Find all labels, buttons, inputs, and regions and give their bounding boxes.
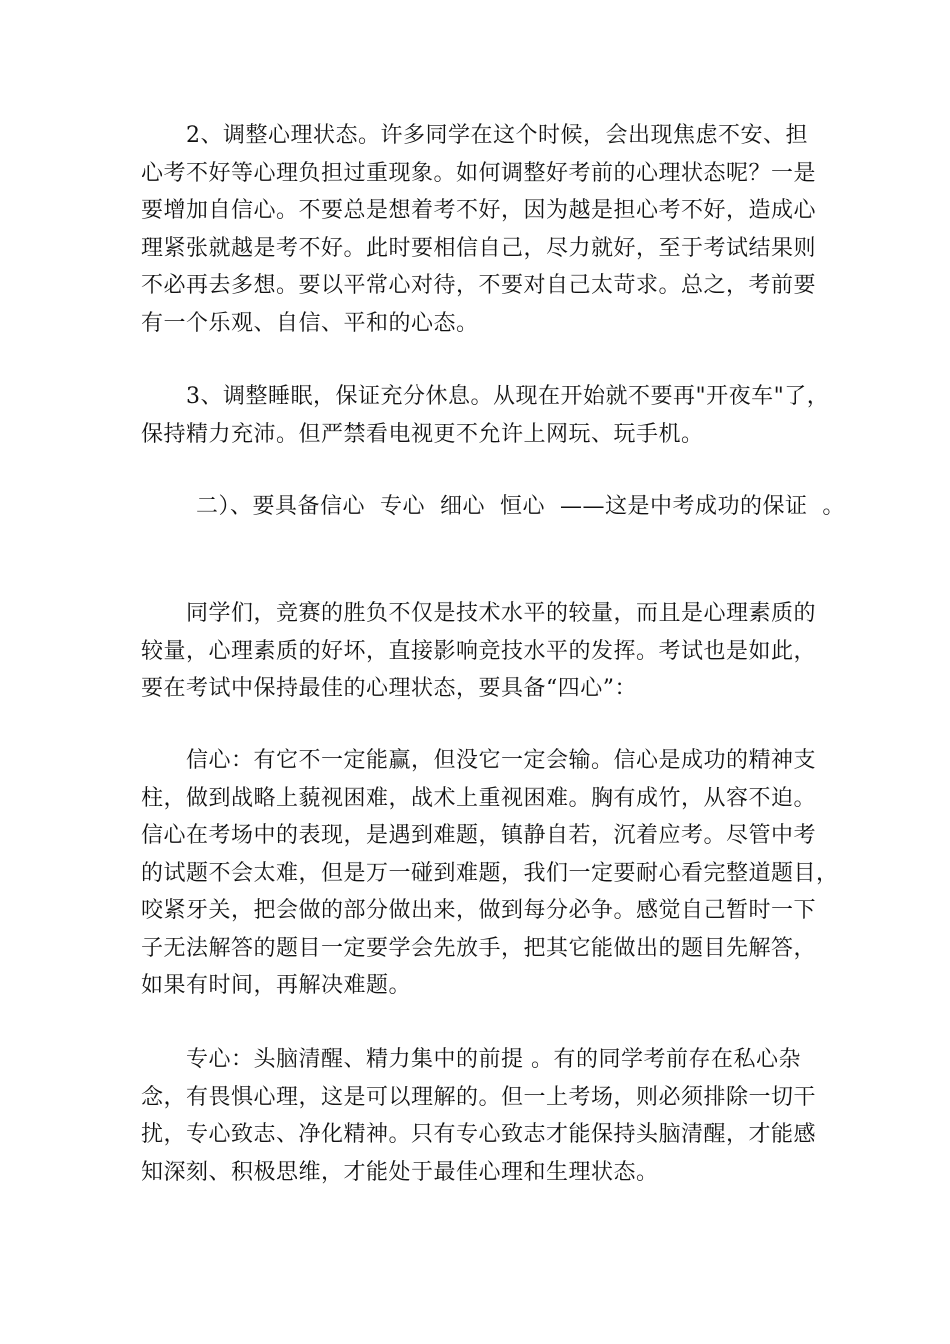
text-line: 不必再去多想。要以平常心对待，不要对自己太苛求。总之，考前要 — [141, 273, 817, 298]
paragraph-adjust-sleep — [141, 378, 830, 453]
text-line: 知深刻、积极思维，才能处于最佳心理和生理状态。 — [141, 1159, 659, 1185]
text-line: 的试题不会太难，但是万一碰到难题，我们一定要耐心看完整道题目， — [141, 860, 839, 886]
text-line: 扰，专心致志、净化精神。只有专心致志才能保持头脑清醒，才能感 — [141, 1122, 817, 1147]
text-line: 柱，做到战略上藐视困难，战术上重视困难。胸有成竹，从容不迫。 — [141, 785, 817, 811]
text-line: 心考不好等心理负担过重现象。如何调整好考前的心理状态呢？一是 — [141, 160, 817, 186]
text-line: 较量，心理素质的好坏，直接影响竞技水平的发挥。考试也是如此， — [141, 638, 817, 664]
text-line: 2、调整心理状态。许多同学在这个时候，会出现焦虑不安、担 — [141, 123, 808, 148]
text-line: 保持精力充沛。但严禁看电视更不允许上网玩、玩手机。 — [141, 421, 704, 447]
section-heading: 二）、要具备信心 专心 细心 恒心 ——这是中考成功的保证 。 — [196, 494, 845, 519]
text-line: 子无法解答的题目一定要学会先放手，把其它能做出的题目先解答， — [141, 935, 817, 961]
paragraph-adjust-mindset — [141, 117, 816, 342]
text-line: 信心：有它不一定能赢，但没它一定会输。信心是成功的精神支 — [141, 748, 817, 773]
text-line: 咬紧牙关，把会做的部分做出来，做到每分必争。感觉自己暂时一下 — [141, 898, 817, 923]
text-line: 理紧张就越是考不好。此时要相信自己，尽力就好，至于考试结果则 — [141, 235, 817, 261]
text-line: 如果有时间，再解决难题。 — [141, 973, 412, 998]
text-line: 要增加自信心。不要总是想着考不好，因为越是担心考不好，造成心 — [141, 198, 817, 223]
text-line: 专心：头脑清醒、精力集中的前提 。有的同学考前存在私心杂 — [141, 1047, 801, 1072]
text-line: 同学们，竞赛的胜负不仅是技术水平的较量，而且是心理素质的 — [141, 601, 817, 626]
paragraph-four-minds-intro — [141, 595, 816, 708]
text-line: 3、调整睡眠，保证充分休息。从现在开始就不要再"开夜车"了， — [141, 384, 830, 409]
paragraph-confidence — [141, 742, 839, 1005]
paragraph-focus — [141, 1041, 816, 1191]
text-line: 要在考试中保持最佳的心理状态，要具备“四心”： — [141, 676, 637, 701]
text-line: 有一个乐观、自信、平和的心态。 — [141, 310, 479, 336]
text-line: 念，有畏惧心理，这是可以理解的。但一上考场，则必须排除一切干 — [141, 1084, 817, 1110]
text-line: 信心在考场中的表现，是遇到难题，镇静自若，沉着应考。尽管中考 — [141, 823, 817, 848]
